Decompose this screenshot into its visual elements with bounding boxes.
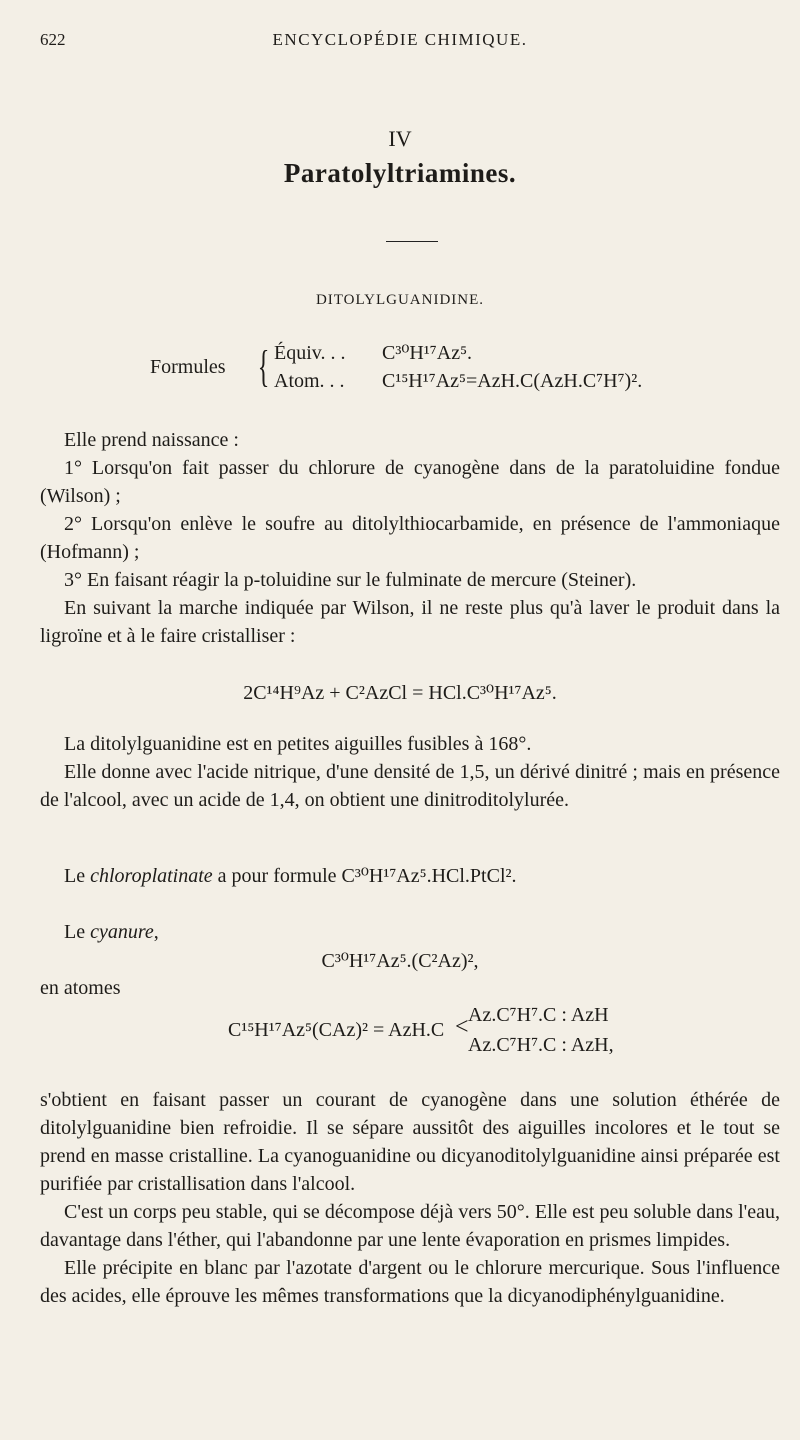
chloroplatinate-paragraph <box>40 862 780 890</box>
equiv-label: Équiv. . . <box>274 342 346 364</box>
preparation-paragraphs <box>40 1086 780 1310</box>
section-number: IV <box>388 126 412 151</box>
text-en-atomes: en atomes <box>40 977 121 999</box>
compound-heading: DITOLYLGUANIDINE. <box>315 292 485 308</box>
atom-label: Atom. . . <box>274 370 345 392</box>
equiv-formula: C³⁰H¹⁷Az⁵. <box>382 342 473 364</box>
paragraph-method-3: 3° En faisant réagir la p-toluidine sur le fulminate de mercure (Steiner). <box>64 569 637 591</box>
paragraph-stability: C'est un corps peu stable, qui se décompose déjà vers 50°. Elle est peu soluble dans l'eau, davantage dans l'éther, qui l'abandonne par une lente évaporation en prismes limpides. <box>40 1201 780 1251</box>
paragraph-method-2: 2° Lorsqu'on enlève le soufre au ditolylthiocarbamide, en présence de l'ammoniaque (Hofmann) ; <box>40 513 780 563</box>
paragraph-intro: Elle prend naissance : <box>64 429 239 451</box>
brace-symbol: { <box>257 342 270 391</box>
title-rule <box>386 241 438 242</box>
page-number: 622 <box>40 30 66 49</box>
text-le-1: Le <box>64 865 91 887</box>
running-title: ENCYCLOPÉDIE CHIMIQUE. <box>272 30 528 49</box>
equation-atoms-left: C¹⁵H¹⁷Az⁵(CAz)² = AzH.C <box>228 1019 445 1041</box>
formula-equiv-row <box>274 340 472 365</box>
equation-branch-lower: Az.C⁷H⁷.C : AzH, <box>468 1034 614 1056</box>
paragraph-method-1: 1° Lorsqu'on fait passer du chlorure de cyanogène dans de la paratoluidine fondue (Wilson) ; <box>40 457 780 507</box>
section-title: Paratolyltriamines. <box>283 158 517 188</box>
comma: , <box>153 921 159 943</box>
chloroplatinate-formula: a pour formule C³⁰H¹⁷Az⁵.HCl.PtCl². <box>212 865 517 887</box>
en-atomes-line <box>40 974 780 1002</box>
page-header <box>40 30 760 54</box>
equation-branch-upper: Az.C⁷H⁷.C : AzH <box>468 1004 609 1026</box>
term-cyanure: cyanure <box>90 921 154 943</box>
paragraph-melting: La ditolylguanidine est en petites aiguilles fusibles à 168°. <box>64 733 532 755</box>
origin-paragraphs <box>40 426 780 650</box>
paragraph-precipitation: Elle précipite en blanc par l'azotate d'argent ou le chlorure mercurique. Sous l'influence des acides, elle éprouve les mêmes transformations que la dicyanodiphénylguanidine. <box>40 1257 780 1307</box>
equation-cyanure: C³⁰H¹⁷Az⁵.(C²Az)², <box>321 950 479 972</box>
branch-bracket-symbol: < <box>455 1014 469 1040</box>
paragraph-preparation: s'obtient en faisant passer un courant de cyanogène dans une solution éthérée de ditolylguanidine bien refroidie. Il se sépare aussitôt des aiguilles incolores et le tout se prend en masse cristalline. La cyanoguanidine ou dicyanoditolylguanidine ainsi préparée est purifiée par cristallisation dans l'alcool. <box>40 1089 780 1195</box>
formulas-label: Formules <box>150 356 226 378</box>
properties-paragraphs <box>40 730 780 814</box>
paragraph-wilson: En suivant la marche indiquée par Wilson, il ne reste plus qu'à laver le produit dans la ligroïne et à le faire cristalliser : <box>40 597 780 647</box>
atom-formula: C¹⁵H¹⁷Az⁵=AzH.C(AzH.C⁷H⁷)². <box>382 370 643 392</box>
text-le-2: Le <box>64 921 91 943</box>
term-chloroplatinate: chloroplatinate <box>90 865 213 887</box>
equation-synthesis: 2C¹⁴H⁹Az + C²AzCl = HCl.C³⁰H¹⁷Az⁵. <box>243 682 557 704</box>
cyanure-paragraph <box>40 918 780 946</box>
formula-block <box>150 340 690 396</box>
paragraph-nitration: Elle donne avec l'acide nitrique, d'une densité de 1,5, un dérivé dinitré ; mais en présence de l'alcool, avec un acide de 1,4, on obtient une dinitroditolylurée. <box>40 761 780 811</box>
formula-atom-row <box>274 370 642 393</box>
